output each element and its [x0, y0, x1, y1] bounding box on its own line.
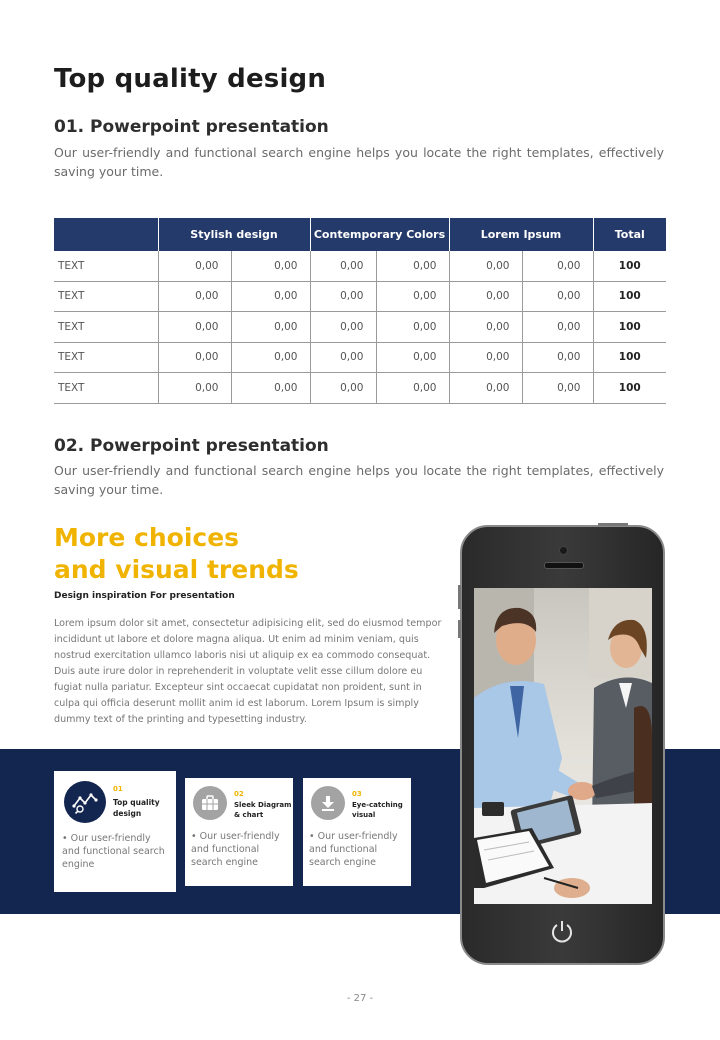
section2-text: Our user-friendly and functional search engine helps you locate the right templates, effectively saving your time.: [54, 463, 664, 497]
cell: 0,00: [158, 281, 231, 312]
phone-side-button: [458, 620, 461, 638]
section1-text: Our user-friendly and functional search engine helps you locate the right templates, effectively saving your time.: [54, 145, 664, 179]
feature-card-3: [303, 778, 411, 886]
row-total: 100: [593, 312, 666, 343]
row-label: TEXT: [54, 342, 158, 373]
cell: 0,00: [310, 251, 376, 281]
phone-top-button: [598, 523, 628, 526]
phone-side-button: [458, 585, 461, 609]
header-contemporary-colors: Contemporary Colors: [310, 218, 449, 251]
cell: 0,00: [522, 342, 593, 373]
chart-magnifier-icon: [64, 781, 106, 823]
row-label: TEXT: [54, 373, 158, 404]
header-total: Total: [593, 218, 666, 251]
card-title-line1: Eye-catching: [352, 801, 403, 809]
cell: 0,00: [231, 373, 310, 404]
card-bullet: • Our user-friendly and functional search engine: [62, 833, 165, 870]
table-row: [54, 281, 666, 312]
page-number: - 27 -: [346, 993, 374, 1004]
row-label: TEXT: [54, 312, 158, 343]
cell: 0,00: [449, 373, 522, 404]
cell: 0,00: [231, 251, 310, 281]
data-table: [54, 218, 666, 404]
card-number: 01: [113, 785, 123, 793]
cell: 0,00: [158, 373, 231, 404]
card-number: 03: [352, 790, 362, 798]
feature-card-2: [185, 778, 293, 886]
section2-heading: 02. Powerpoint presentation: [54, 436, 329, 456]
cell: 0,00: [231, 342, 310, 373]
card-title-line2: visual: [352, 811, 376, 819]
table-row: [54, 342, 666, 373]
cell: 0,00: [522, 281, 593, 312]
cell: 0,00: [449, 281, 522, 312]
card-bullet: • Our user-friendly and functional search engine: [309, 831, 398, 868]
card-title-line1: Sleek Diagram: [234, 801, 292, 809]
cell: 0,00: [310, 281, 376, 312]
cell: 0,00: [158, 251, 231, 281]
download-icon: [311, 786, 345, 820]
header-lorem-ipsum: Lorem Ipsum: [449, 218, 593, 251]
cell: 0,00: [376, 251, 449, 281]
feature-body: Lorem ipsum dolor sit amet, consectetur adipisicing elit, sed do eiusmod tempor incididunt ut labore et dolore magna aliqua. Ut enim ad minim veniam, quis nostrud exercitation ullamco laboris nisi ut aliquip ex ea commodo consequat. Duis aute irure dolor in reprehenderit in voluptate velit esse cillum dolore eu fugiat nulla pariatur. Excepteur sint occaecat cupidatat non proident, sunt in culpa qui officia deserunt mollit anim id est laborum. Lorem Ipsum is simply dummy text of the printing and typesetting industry.: [54, 618, 442, 725]
row-label: TEXT: [54, 281, 158, 312]
cell: 0,00: [449, 342, 522, 373]
feature-headline: [54, 522, 299, 586]
row-label: TEXT: [54, 251, 158, 281]
header-stylish-design: Stylish design: [158, 218, 310, 251]
card-title-line1: Top quality: [113, 798, 160, 807]
feature-headline-line1: More choices: [54, 523, 240, 552]
cell: 0,00: [376, 373, 449, 404]
cell: 0,00: [310, 373, 376, 404]
row-total: 100: [593, 342, 666, 373]
power-icon: [549, 918, 575, 944]
card-number: 02: [234, 790, 244, 798]
cell: 0,00: [376, 312, 449, 343]
cell: 0,00: [376, 281, 449, 312]
cell: 0,00: [522, 373, 593, 404]
cell: 0,00: [449, 251, 522, 281]
row-total: 100: [593, 373, 666, 404]
business-meeting-photo: [474, 588, 652, 904]
cell: 0,00: [449, 312, 522, 343]
phone-speaker: [544, 562, 584, 569]
card-title: [234, 800, 291, 820]
table-row: [54, 251, 666, 281]
section1-heading: 01. Powerpoint presentation: [54, 117, 329, 137]
cell: 0,00: [231, 312, 310, 343]
row-total: 100: [593, 251, 666, 281]
card-title-line2: & chart: [234, 811, 264, 819]
cell: 0,00: [522, 251, 593, 281]
table-row: [54, 373, 666, 404]
cell: 0,00: [231, 281, 310, 312]
card-title: [352, 800, 403, 820]
feature-subheading: Design inspiration For presentation: [54, 591, 235, 601]
briefcase-icon: [193, 786, 227, 820]
header-blank: [54, 218, 158, 251]
cell: 0,00: [158, 342, 231, 373]
table-header-row: [54, 218, 666, 251]
feature-headline-line2: and visual trends: [54, 555, 299, 584]
card-title-line2: design: [113, 809, 142, 818]
card-bullet: • Our user-friendly and functional search engine: [191, 831, 280, 868]
card-title: [113, 797, 160, 819]
row-total: 100: [593, 281, 666, 312]
cell: 0,00: [376, 342, 449, 373]
cell: 0,00: [310, 342, 376, 373]
cell: 0,00: [158, 312, 231, 343]
table-row: [54, 312, 666, 343]
page-title: Top quality design: [54, 64, 327, 94]
phone-camera: [559, 546, 568, 555]
cell: 0,00: [310, 312, 376, 343]
feature-card-1: [54, 771, 176, 892]
cell: 0,00: [522, 312, 593, 343]
